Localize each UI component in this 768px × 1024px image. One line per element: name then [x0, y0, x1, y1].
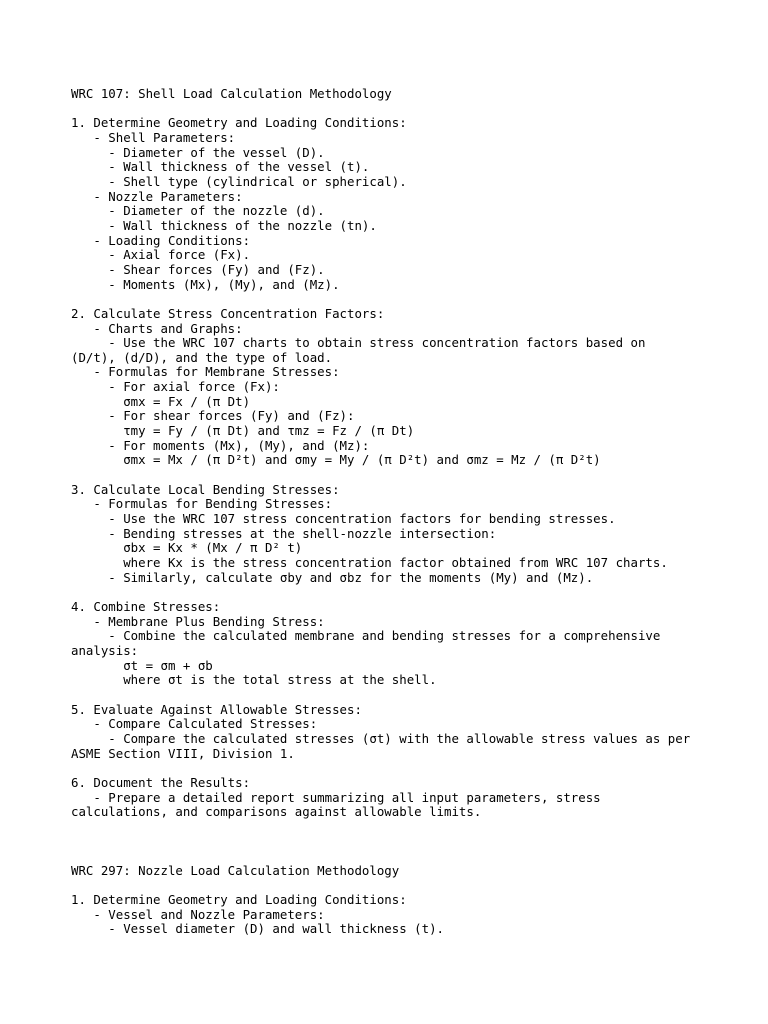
- text-line: ASME Section VIII, Division 1.: [71, 745, 295, 761]
- text-line: σmx = Mx / (π D²t) and σmy = My / (π D²t) and σmz = Mz / (π D²t): [71, 452, 601, 468]
- blank-line: [71, 849, 731, 864]
- text-line: - Shear forces (Fy) and (Fz).: [71, 261, 325, 277]
- text-line: - Wall thickness of the vessel (t).: [71, 159, 370, 175]
- step-heading: 4. Combine Stresses:: [71, 598, 221, 614]
- text-line: - Formulas for Membrane Stresses:: [71, 364, 340, 380]
- blank-line: [71, 468, 731, 483]
- text-line: - Membrane Plus Bending Stress:: [71, 613, 325, 629]
- section-heading: WRC 107: Shell Load Calculation Methodology: [71, 86, 392, 101]
- text-line: τmy = Fy / (π Dt) and τmz = Fz / (π Dt): [71, 423, 415, 439]
- text-line: - For axial force (Fx):: [71, 379, 280, 395]
- text-line: - Use the WRC 107 stress concentration factors for bending stresses.: [71, 511, 616, 527]
- text-line: σt = σm + σb: [71, 657, 213, 673]
- text-line: - Compare Calculated Stresses:: [71, 716, 318, 732]
- text-line: - Vessel diameter (D) and wall thickness (t).: [71, 921, 444, 937]
- text-line: - Prepare a detailed report summarizing all input parameters, stress: [71, 789, 601, 805]
- text-line: - Nozzle Parameters:: [71, 188, 243, 204]
- text-line: where Kx is the stress concentration factor obtained from WRC 107 charts.: [71, 555, 668, 570]
- text-line: σbx = Kx * (Mx / π D² t): [71, 540, 303, 556]
- blank-line: [71, 761, 731, 776]
- step-heading: 1. Determine Geometry and Loading Conditions:: [71, 892, 407, 908]
- text-line: - Axial force (Fx).: [71, 247, 251, 263]
- blank-line: [71, 102, 731, 117]
- step-heading: 5. Evaluate Against Allowable Stresses:: [71, 701, 362, 717]
- step-heading: 1. Determine Geometry and Loading Conditions:: [71, 115, 407, 131]
- text-line: (D/t), (d/D), and the type of load.: [71, 349, 333, 365]
- text-line: - Diameter of the vessel (D).: [71, 144, 325, 160]
- text-line: - For shear forces (Fy) and (Fz):: [71, 408, 355, 424]
- text-line: - Compare the calculated stresses (σt) with the allowable stress values as per: [71, 730, 691, 746]
- text-line: - Moments (Mx), (My), and (Mz).: [71, 276, 340, 292]
- text-line: where σt is the total stress at the shell.: [71, 672, 437, 688]
- text-line: - Similarly, calculate σby and σbz for the moments (My) and (Mz).: [71, 569, 594, 585]
- text-line: - Combine the calculated membrane and bending stresses for a comprehensive: [71, 628, 661, 644]
- text-line: σmx = Fx / (π Dt): [71, 393, 251, 409]
- text-line: - Loading Conditions:: [71, 232, 251, 248]
- blank-line: [71, 292, 731, 307]
- text-line: - Shell Parameters:: [71, 129, 236, 145]
- text-line: - For moments (Mx), (My), and (Mz):: [71, 437, 370, 453]
- text-line: - Use the WRC 107 charts to obtain stress concentration factors based on: [71, 335, 646, 351]
- text-line: - Formulas for Bending Stresses:: [71, 496, 333, 512]
- blank-line: [71, 834, 731, 849]
- text-line: - Diameter of the nozzle (d).: [71, 203, 325, 219]
- text-line: - Bending stresses at the shell-nozzle intersection:: [71, 525, 497, 541]
- text-line: calculations, and comparisons against allowable limits.: [71, 804, 482, 820]
- text-line: - Charts and Graphs:: [71, 320, 243, 336]
- step-heading: 3. Calculate Local Bending Stresses:: [71, 481, 340, 497]
- text-line: analysis:: [71, 642, 139, 658]
- text-line: - Vessel and Nozzle Parameters:: [71, 906, 325, 922]
- document-text: [71, 87, 731, 937]
- blank-line: [71, 585, 731, 600]
- step-heading: 6. Document the Results:: [71, 774, 251, 790]
- step-heading: 2. Calculate Stress Concentration Factors:: [71, 305, 385, 321]
- blank-line: [71, 820, 731, 835]
- text-line: - Wall thickness of the nozzle (tn).: [71, 217, 377, 233]
- text-line: - Shell type (cylindrical or spherical).: [71, 173, 407, 189]
- blank-line: [71, 878, 731, 893]
- section-heading: WRC 297: Nozzle Load Calculation Methodology: [71, 862, 400, 878]
- blank-line: [71, 688, 731, 703]
